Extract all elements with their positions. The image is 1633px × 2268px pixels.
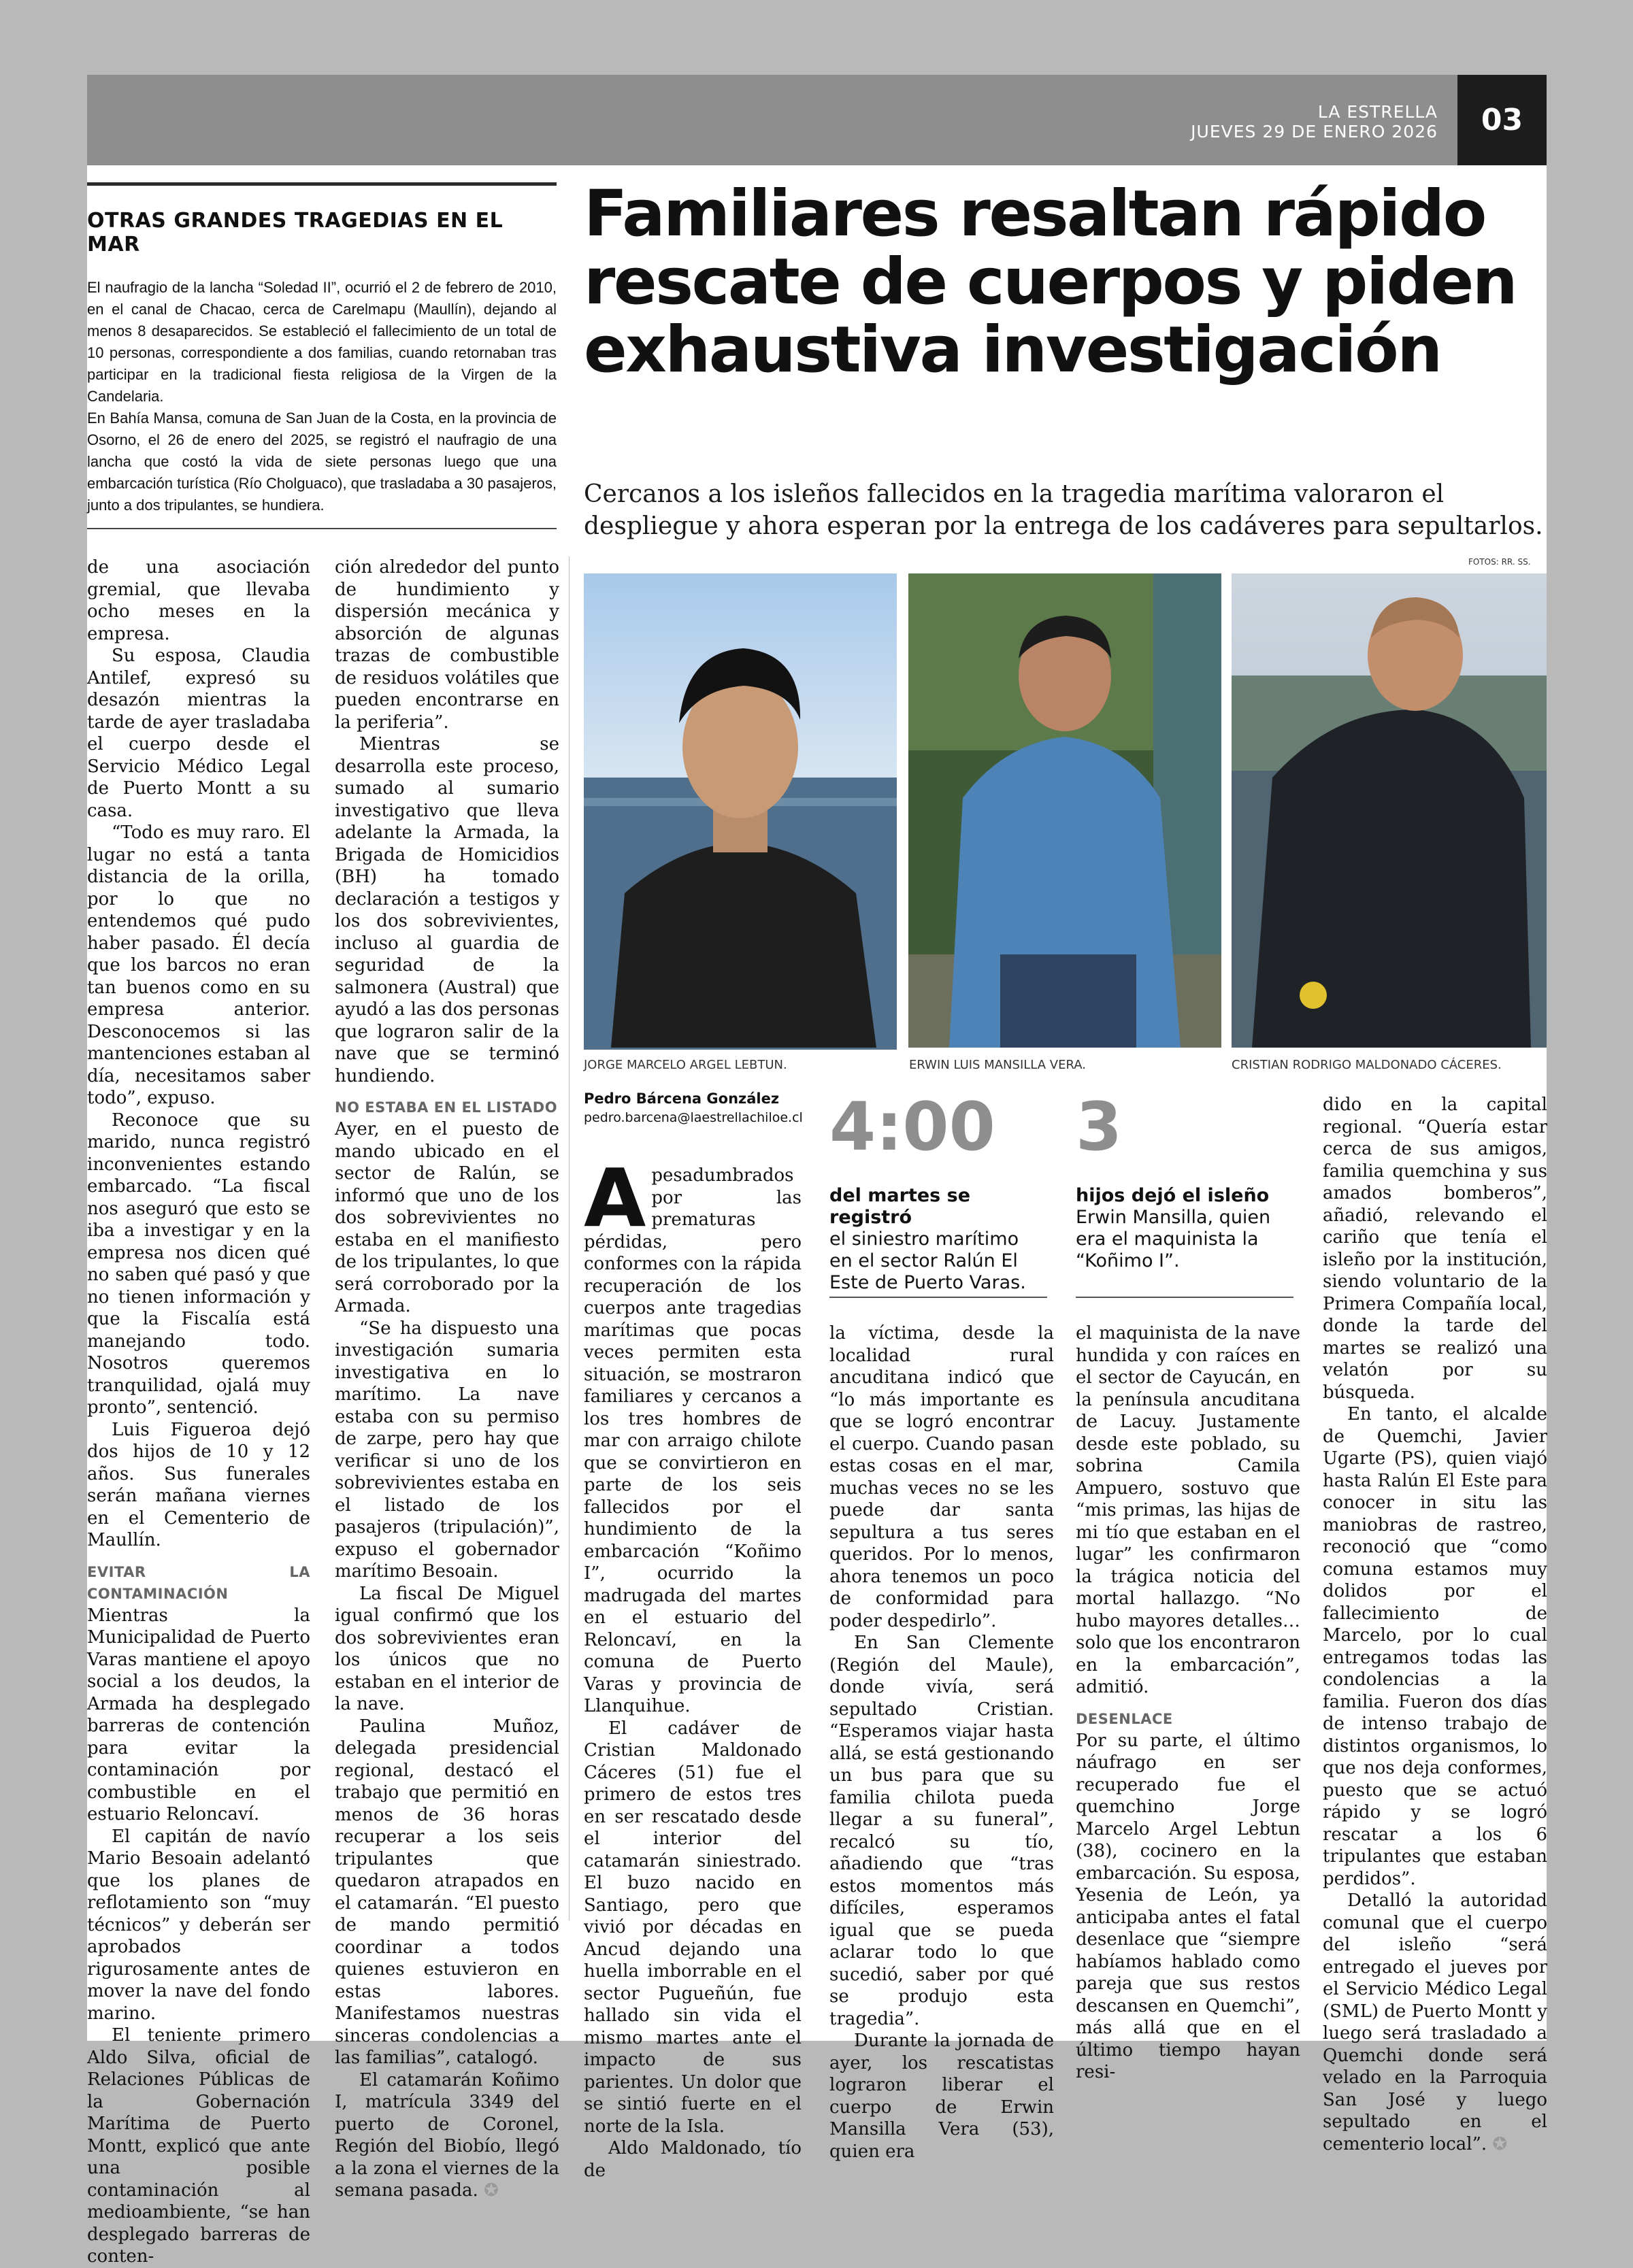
divider [1076,1297,1293,1298]
paragraph: Durante la jornada de ayer, los rescatistas lograron liberar el cuerpo de Erwin Mansilla Vera (53), quien era [829,2031,1054,2162]
paragraph: El teniente primero Aldo Silva, oficial de Relaciones Públicas de la Gobernación Marítima de Puerto Montt, explicó que ante una posible contaminación al medioambiente, “se han desplegado barreras de conten- [87,2025,310,2267]
column-body [87,556,310,1552]
stat-text [1076,1185,1293,1272]
paragraph: En tanto, el alcalde de Quemchi, Javier Ugarte (PS), quien viajó hasta Ralún El Este para conocer in situ las maniobras de rastreo, reconoció que “como comuna estamos muy dolidos por el fallecimiento de Marcelo, por lo cual entregamos todas las condolencias a la familia. Fueron dos días de intenso trabajo de distintos organismos, lo que nos deja conformes, puesto que se actuó rápido y se logró rescatar a los 6 tripulantes que estaban perdidos”. [1323,1404,1547,1889]
end-mark-icon: ✪ [478,2180,499,2201]
page-number: 03 [1457,75,1547,165]
paragraph: pesadumbrados por las prematuras pérdidas, pero conformes con la rápida recuperación de los cuerpos ante tragedias marítimas que pocas veces permiten esta situación, se mostraron familiares y cercanos a los tres hombres de mar con arraigo chilote que se convirtieron en parte de los seis fallecidos por el hundimiento de la embarcación “Koñimo I”, ocurrido la madrugada del martes en el estuario del Reloncaví, en la comuna de Puerto Varas y provincia de Llanquihue. [584,1165,802,1716]
paragraph: Reconoce que su marido, nunca registró inconvenientes estando embarcado. “La fiscal nos aseguró que esto se iba a investigar y en la empresa nos dicen qué no saben qué pasó y que no tienen información y que la Fiscalía está manejando todo. Nosotros queremos tranquilidad, ojalá muy pronto”, sentenció. [87,1110,310,1418]
sidebar-paragraph: En Bahía Mansa, comuna de San Juan de la Costa, en la provincia de Osorno, el 26 de enero del 2025, se registró el naufragio de una lancha que costó la vida de siete personas luego que una embarcación turística (Río Cholguaco), que trasladaba a 30 pasajeros, junto a dos tripulantes, se hundiera. [87,410,557,514]
headline: Familiares resaltan rápido rescate de cuerpos y piden exhaustiva investigación [584,177,1517,387]
paragraph: el maquinista de la nave hundida y con raíces en el sector de Cayucán, en la península ancuditana de Lacuy. Justamente desde este poblado, su sobrina Camila Ampuero, sostuvo que “mis primas, las hijas de mi tío que estaban en el lugar” les confirmaron la trágica noticia del mortal hallazgo. “No hubo mayores detalles… solo que los encontraron en la embarcación”, admitió. [1076,1323,1300,1697]
column-body [87,1605,310,2268]
column-body [335,556,559,1087]
article-column-3 [584,1151,802,2182]
sidebar-box [87,182,557,516]
stat-description: Erwin Mansilla, quien era el maquinista la “Koñimo I”. [1076,1207,1271,1271]
photo-caption: CRISTIAN RODRIGO MALDONADO CÁCERES. [1232,1058,1502,1072]
paragraph [335,2069,559,2202]
paragraph: Mientras la Municipalidad de Puerto Varas mantiene el apoyo social a los deudos, la Armada ha desplegado barreras de contención para evitar la contaminación por combustible en el estuario Reloncaví. [87,1605,310,1824]
paragraph: Ayer, en el puesto de mando ubicado en el sector de Ralún, se informó que uno de los dos sobrevivientes no estaba en el manifiesto de los tripulantes, lo que será corroborado por la Armada. [335,1119,559,1316]
paragraph: La fiscal De Miguel igual confirmó que los dos sobrevivientes eran los únicos que no estaban en el interior de la nave. [335,1583,559,1714]
subheading: DESENLACE [1076,1710,1173,1727]
paragraph: ción alrededor del punto de hundimiento y dispersión mecánica y absorción de algunas trazas de combustible de residuos volátiles que pueden encontrarse en la periferia”. [335,557,559,733]
article-column-1 [87,556,310,2268]
column-body [1076,1730,1300,2084]
column-body [1323,1094,1547,2155]
photo-cristian [1232,573,1547,1048]
divider [87,528,557,529]
page-header-band [87,75,1547,165]
column-body [1076,1322,1300,1699]
column-body [829,1322,1054,2163]
sidebar-paragraph: El naufragio de la lancha “Soledad II”, ocurrió el 2 de febrero de 2010, en el canal de Chacao, cerca de Carelmapu (Maullín), dejando al menos 8 desaparecidos. Se estableció el fallecimiento de un total de 10 personas, correspondiente a dos familias, cuando retornaban tras participar en la tradicional fiesta religiosa de la Virgen de la Candelaria. [87,279,557,405]
subheading: NO ESTABA EN EL LISTADO [335,1099,558,1116]
publication-date: JUEVES 29 DE ENERO 2026 [1191,122,1438,141]
article-column-5 [1076,1322,1300,2084]
stat-description: el siniestro marítimo en el sector Ralún El Este de Puerto Varas. [829,1229,1026,1293]
paragraph: En San Clemente (Región del Maule), donde vivía, será sepultado Cristian. “Esperamos viajar hasta allá, se está gestionando un bus para que su familia chilota pueda llegar a su funeral”, recalcó su tío, añadiendo que “tras estos momentos más difíciles, esperamos igual que se pueda aclarar todo lo que sucedió, saber por qué se produjo esta tragedia”. [829,1633,1054,2029]
paragraph-text: Detalló la autoridad comunal que el cuerpo del isleño “será entregado el jueves por el Servicio Médico Legal (SML) de Puerto Montt y luego será trasladado a Quemchi donde será velado en la Parroquia San José y luego sepultado en el cementerio local”. [1323,1890,1547,2154]
paragraph: “Todo es muy raro. El lugar no está a tanta distancia de la orilla, por lo que no entendemos qué pudo haber pasado. Él decía que los barcos no eran tan buenos como en su empresa anterior. Desconocemos si las mantenciones estaban al día, necesitamos saber todo”, expuso. [87,822,310,1108]
column-body [335,1118,559,2202]
paragraph: Mientras se desarrolla este proceso, sumado al sumario investigativo que lleva adelante la Armada, la Brigada de Homicidios (BH) ha tomado declaración a testigos y los dos sobrevivientes, incluso al guardia de seguridad de la salmonera (Austral) que ayudó a las dos personas que lograron salir de la nave que se terminó hundiendo. [335,734,559,1086]
stat-bold: del martes se registró [829,1185,971,1228]
paragraph: Paulina Muñoz, delegada presidencial regional, destacó el trabajo que permitió en menos de 36 horas recuperar a los seis tripulantes que quedaron atrapados en el catamarán. “El puesto de mando permitió coordinar a todos quienes estuvieron en estas labores. Manifestamos nuestras sinceras condolencias a las familias”, catalogó. [335,1716,559,2068]
stat-text [829,1185,1047,1294]
column-divider [569,556,570,1920]
paragraph: Luis Figueroa dejó dos hijos de 10 y 12 años. Sus funerales serán mañana viernes en el Cementerio de Maullín. [87,1419,310,1550]
stat-number: 4:00 [829,1088,995,1166]
byline-email[interactable]: pedro.barcena@laestrellachiloe.cl [584,1110,803,1125]
column-body [584,1151,802,2182]
paragraph: la víctima, desde la localidad rural ancuditana indicó que “lo más importante es que se logró encontrar el cuerpo. Cuando pasan estas cosas en el mar, muchas veces no se les puede dar santa sepultura a tus seres queridos. Por lo menos, ahora tenemos un poco de conformidad para poder despedirlo”. [829,1323,1054,1631]
photo-erwin [908,573,1221,1048]
paragraph: Su esposa, Claudia Antilef, expresó su desazón mientras la tarde de ayer trasladaba el cuerpo desde el Servicio Médico Legal de Puerto Montt a su casa. [87,646,310,821]
header-info [1191,102,1438,141]
article-column-6 [1323,1094,1547,2155]
photo-caption: JORGE MARCELO ARGEL LEBTUN. [584,1058,787,1072]
sidebar-title: OTRAS GRANDES TRAGEDIAS EN EL MAR [87,209,504,256]
paragraph: dido en la capital regional. “Quería estar cerca de sus amigos, familia quemchina y sus amados bomberos”, añadió, relevando el cariño que tenía el isleño por la institución, siendo voluntario de la Primera Compañía local, donde la tarde del martes se realizó una velatón por su búsqueda. [1323,1095,1547,1403]
divider [829,1297,1047,1298]
byline-name: Pedro Bárcena González [584,1090,780,1107]
drop-cap: A [584,1151,646,1245]
end-mark-icon: ✪ [1487,2133,1508,2154]
subheading: EVITAR LA CONTAMINACIÓN [87,1563,310,1602]
paragraph-text: El catamarán Koñimo I, matrícula 3349 del puerto de Coronel, Región del Biobío, llegó a la zona el viernes de la semana pasada. [335,2069,559,2201]
article-column-2 [335,556,559,2202]
photo-credit: FOTOS: RR. SS. [1468,557,1531,567]
stat-number: 3 [1076,1088,1123,1166]
photo-caption: ERWIN LUIS MANSILLA VERA. [909,1058,1086,1072]
photo-jorge [584,573,897,1048]
paragraph: de una asociación gremial, que llevaba ocho meses en la empresa. [87,557,310,644]
paragraph: “Se ha dispuesto una investigación sumaria investigativa en lo marítimo. La nave estaba con su permiso de zarpe, pero hay que verificar si uno de los sobrevivientes estaba en el listado de los pasajeros (tripulación)”, expuso el gobernador marítimo Besoain. [335,1318,559,1582]
article-column-4 [829,1322,1054,2163]
paragraph: El capitán de navío Mario Besoain adelantó que los planes de reflotamiento son “muy técnicos” y deberán ser aprobados rigurosamente antes de mover la nave del fondo marino. [87,1826,310,2024]
publication-name: LA ESTRELLA [1317,102,1438,122]
stat-bold: hijos dejó el isleño [1076,1185,1270,1206]
paragraph: El cadáver de Cristian Maldonado Cáceres (51) fue el primero de estos tres en ser rescatado desde el interior del catamarán siniestrado. El buzo nacido en Santiago, pero que vivió por décadas en Ancud dejando una huella imborrable en el sector Pugueñún, fue hallado sin vida el mismo martes ante el impacto de sus parientes. Un dolor que se sintió fuerte en el norte de la Isla. [584,1718,802,2137]
paragraph: Por su parte, el último náufrago en ser recuperado fue el quemchino Jorge Marcelo Argel Lebtun (38), cocinero en la embarcación. Su esposa, Yesenia de León, ya anticipaba antes el fatal desenlace que “siempre habíamos hablado como pareja que sus restos descansen en Quemchi”, más allá que en el último tiempo hayan resi- [1076,1730,1300,2082]
paragraph: Aldo Maldonado, tío de [584,2138,802,2181]
deck: Cercanos a los isleños fallecidos en la tragedia marítima valoraron el despliegue y ahora esperan por la entrega de los cadáveres para sepultarlos. [584,480,1543,540]
paragraph [1323,1890,1547,2155]
